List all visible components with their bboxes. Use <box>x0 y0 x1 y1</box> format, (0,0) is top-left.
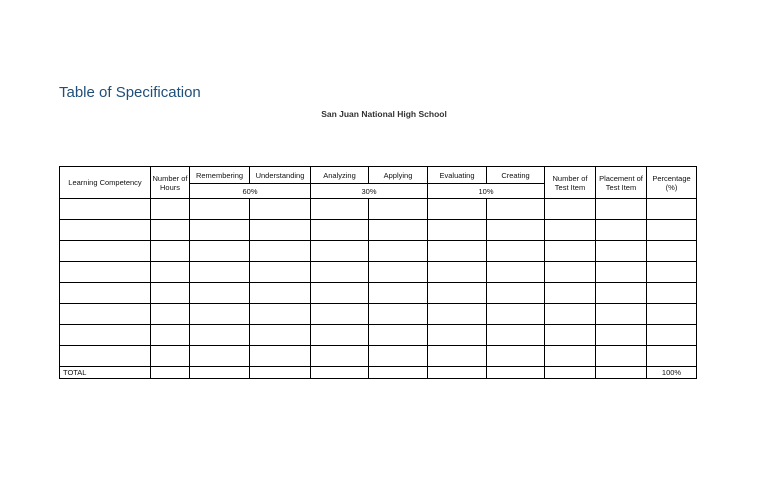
table-cell[interactable] <box>369 220 428 241</box>
school-name: San Juan National High School <box>321 109 447 119</box>
header-understanding: Understanding <box>250 167 311 184</box>
header-learning-competency: Learning Competency <box>60 167 151 199</box>
table-cell[interactable] <box>190 346 250 367</box>
table-cell[interactable] <box>190 220 250 241</box>
total-cell[interactable] <box>190 367 250 379</box>
table-cell[interactable] <box>60 220 151 241</box>
table-cell[interactable] <box>596 325 647 346</box>
total-label: TOTAL <box>60 367 151 379</box>
table-cell[interactable] <box>369 283 428 304</box>
table-cell[interactable] <box>250 325 311 346</box>
table-cell[interactable] <box>151 220 190 241</box>
table-cell[interactable] <box>60 262 151 283</box>
table-cell[interactable] <box>545 262 596 283</box>
table-cell[interactable] <box>311 220 369 241</box>
table-cell[interactable] <box>596 346 647 367</box>
table-cell[interactable] <box>428 241 487 262</box>
total-cell[interactable] <box>545 367 596 379</box>
table-cell[interactable] <box>596 304 647 325</box>
table-cell[interactable] <box>369 262 428 283</box>
table-cell[interactable] <box>545 325 596 346</box>
table-row <box>60 241 697 262</box>
table-cell[interactable] <box>60 199 151 220</box>
table-cell[interactable] <box>250 283 311 304</box>
table-cell[interactable] <box>545 283 596 304</box>
header-number-of-hours: Number of Hours <box>151 167 190 199</box>
table-cell[interactable] <box>369 199 428 220</box>
table-cell[interactable] <box>647 262 697 283</box>
table-cell[interactable] <box>596 199 647 220</box>
table-cell[interactable] <box>596 241 647 262</box>
table-cell[interactable] <box>487 283 545 304</box>
table-cell[interactable] <box>190 283 250 304</box>
header-row <box>60 167 697 184</box>
table-cell[interactable] <box>60 304 151 325</box>
table-cell[interactable] <box>151 346 190 367</box>
table-cell[interactable] <box>60 346 151 367</box>
table-cell[interactable] <box>250 199 311 220</box>
table-cell[interactable] <box>369 304 428 325</box>
table-cell[interactable] <box>428 283 487 304</box>
total-cell[interactable] <box>151 367 190 379</box>
table-cell[interactable] <box>151 262 190 283</box>
table-cell[interactable] <box>311 241 369 262</box>
table-cell[interactable] <box>428 220 487 241</box>
table-cell[interactable] <box>596 262 647 283</box>
table-cell[interactable] <box>428 199 487 220</box>
table-cell[interactable] <box>487 199 545 220</box>
table-cell[interactable] <box>596 220 647 241</box>
table-cell[interactable] <box>60 283 151 304</box>
table-row <box>60 346 697 367</box>
table-cell[interactable] <box>647 346 697 367</box>
table-cell[interactable] <box>647 241 697 262</box>
table-cell[interactable] <box>647 220 697 241</box>
document-title: Table of Specification <box>59 84 201 101</box>
specification-table <box>59 166 697 379</box>
table-cell[interactable] <box>250 241 311 262</box>
table-cell[interactable] <box>311 199 369 220</box>
total-row <box>60 367 697 379</box>
table-cell[interactable] <box>647 199 697 220</box>
header-applying: Applying <box>369 167 428 184</box>
header-creating: Creating <box>487 167 545 184</box>
table-cell[interactable] <box>250 304 311 325</box>
table-cell[interactable] <box>487 325 545 346</box>
weight-middle-order: 30% <box>311 184 428 199</box>
table-cell[interactable] <box>369 325 428 346</box>
total-cell[interactable] <box>311 367 369 379</box>
table-cell[interactable] <box>369 241 428 262</box>
weight-lower-order: 60% <box>190 184 311 199</box>
table-cell[interactable] <box>545 304 596 325</box>
table-cell[interactable] <box>311 283 369 304</box>
table-row <box>60 325 697 346</box>
total-cell[interactable] <box>596 367 647 379</box>
table-cell[interactable] <box>647 325 697 346</box>
table-cell[interactable] <box>151 241 190 262</box>
table-cell[interactable] <box>647 283 697 304</box>
total-cell[interactable] <box>369 367 428 379</box>
table-cell[interactable] <box>190 241 250 262</box>
table-row <box>60 304 697 325</box>
table-cell[interactable] <box>60 241 151 262</box>
table-row <box>60 220 697 241</box>
header-placement-of-test-item: Placement of Test Item <box>596 167 647 199</box>
table-cell[interactable] <box>190 262 250 283</box>
table-row <box>60 283 697 304</box>
weight-higher-order: 10% <box>428 184 545 199</box>
table-row <box>60 262 697 283</box>
table-cell[interactable] <box>487 304 545 325</box>
total-cell[interactable] <box>487 367 545 379</box>
header-evaluating: Evaluating <box>428 167 487 184</box>
table-cell[interactable] <box>60 325 151 346</box>
table-cell[interactable] <box>545 220 596 241</box>
header-percentage: Percentage (%) <box>647 167 697 199</box>
total-cell[interactable] <box>250 367 311 379</box>
table-cell[interactable] <box>487 262 545 283</box>
table-cell[interactable] <box>428 325 487 346</box>
table-cell[interactable] <box>428 304 487 325</box>
table-cell[interactable] <box>428 262 487 283</box>
table-cell[interactable] <box>190 199 250 220</box>
table-cell[interactable] <box>190 304 250 325</box>
header-remembering: Remembering <box>190 167 250 184</box>
header-number-of-test-item: Number of Test Item <box>545 167 596 199</box>
total-cell[interactable] <box>428 367 487 379</box>
table-cell[interactable] <box>487 241 545 262</box>
table-cell[interactable] <box>487 220 545 241</box>
table-cell[interactable] <box>151 304 190 325</box>
table-cell[interactable] <box>190 325 250 346</box>
table-cell[interactable] <box>250 220 311 241</box>
table-cell[interactable] <box>311 262 369 283</box>
table-cell[interactable] <box>487 346 545 367</box>
table-cell[interactable] <box>647 304 697 325</box>
table-cell[interactable] <box>151 325 190 346</box>
table-cell[interactable] <box>545 199 596 220</box>
table-cell[interactable] <box>311 325 369 346</box>
table-cell[interactable] <box>596 283 647 304</box>
table-cell[interactable] <box>151 283 190 304</box>
table-cell[interactable] <box>428 346 487 367</box>
table-cell[interactable] <box>250 346 311 367</box>
table-cell[interactable] <box>151 199 190 220</box>
header-analyzing: Analyzing <box>311 167 369 184</box>
table-cell[interactable] <box>311 346 369 367</box>
table-cell[interactable] <box>545 241 596 262</box>
table-cell[interactable] <box>250 262 311 283</box>
table-cell[interactable] <box>311 304 369 325</box>
table-cell[interactable] <box>369 346 428 367</box>
table-cell[interactable] <box>545 346 596 367</box>
table-row <box>60 199 697 220</box>
total-percentage: 100% <box>647 367 697 379</box>
